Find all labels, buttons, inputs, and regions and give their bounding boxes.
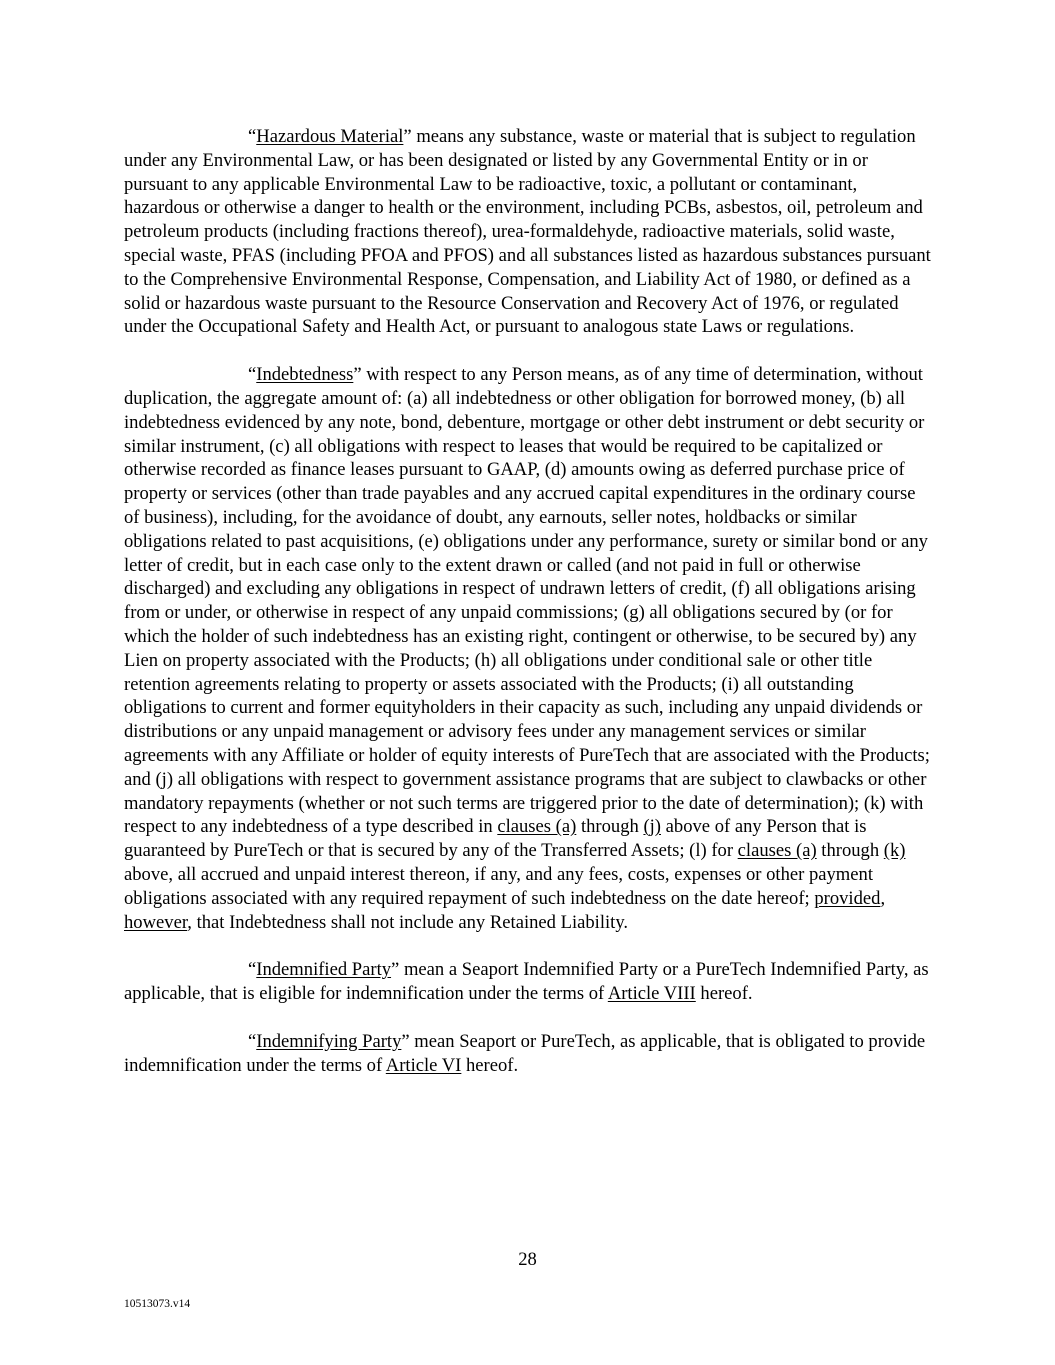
cross-reference: Article VIII: [607, 983, 696, 1005]
defined-term: Hazardous Material: [256, 126, 404, 147]
close-quote: ”: [401, 1030, 410, 1052]
definition-indemnified-party: [124, 958, 934, 1006]
page-number: 28: [518, 1249, 537, 1270]
definition-indebtedness: [124, 363, 934, 934]
close-quote: ”: [403, 126, 412, 147]
cross-reference: Article VI: [385, 1054, 462, 1076]
emphasis-term: provided: [814, 887, 881, 909]
definition-indemnifying-party: [124, 1030, 934, 1078]
definition-text: ,: [880, 887, 886, 909]
close-quote: ”: [353, 364, 362, 386]
definition-text: through: [576, 816, 644, 838]
defined-term: Indemnifying Party: [256, 1030, 402, 1052]
document-id: 10513073.v14: [124, 1298, 191, 1310]
definition-text: means any substance, waste or material that is subject to regulation under any Environmental Law, or has been designated or listed by any Governmental Entity or in or pursuant to any applicable Environmental Law to be radioactive, toxic, a pollutant or contaminant, hazardous or otherwise a danger to health or the environment, including PCBs, asbestos, oil, petroleum and petroleum products (including fractions thereof), urea-formaldehyde, radioactive materials, solid waste, special waste, PFAS (including PFOA and PFOS) and all substances listed as hazardous substances pursuant to the Comprehensive Environmental Response, Compensation, and Liability Act of 1980, or defined as a solid or hazardous waste pursuant to the Resource Conservation and Recovery Act of 1976, or regulated under the Occupational Safety and Health Act, or pursuant to analogous state Laws or regulations.: [124, 126, 931, 338]
open-quote: “: [248, 126, 257, 147]
close-quote: ”: [391, 959, 400, 981]
defined-term: Indebtedness: [256, 364, 354, 386]
open-quote: “: [248, 364, 257, 386]
defined-term: Indemnified Party: [256, 959, 392, 981]
cross-reference: clauses (a): [497, 816, 577, 838]
definition-hazardous-material: [124, 125, 934, 339]
cross-reference: (k): [883, 840, 906, 862]
emphasis-term: however: [124, 911, 188, 933]
definition-text: above of any Person that is guaranteed by PureTech or that is secured by any of the Transferred Assets; (l) for: [124, 816, 867, 862]
definition-text: above, all accrued and unpaid interest thereon, if any, and any fees, costs, expenses or other payment obligations associated with any required repayment of such indebtedness on the date hereof;: [124, 863, 873, 909]
page-body: [124, 125, 934, 1101]
cross-reference: clauses (a): [737, 840, 817, 862]
definition-text: mean Seaport or PureTech, as applicable, that is obligated to provide indemnification under the terms of: [124, 1030, 926, 1076]
definition-text: through: [816, 840, 884, 862]
open-quote: “: [248, 959, 257, 981]
cross-reference: (j): [643, 816, 661, 838]
open-quote: “: [248, 1030, 257, 1052]
definition-text: mean a Seaport Indemnified Party or a PureTech Indemnified Party, as applicable, that is eligible for indemnification under the terms of: [124, 959, 929, 1005]
definition-text: hereof.: [695, 983, 753, 1005]
definition-text: with respect to any Person means, as of any time of determination, without duplication, the aggregate amount of: (a) all indebtedness or other obligation for borrowed money, (b) all indebtedness evidenced by any note, bond, debenture, mortgage or other debt instrument or debt security or similar instrument, (c) all obligations with respect to leases that would be required to be capitalized or otherwise recorded as finance leases pursuant to GAAP, (d) amounts owing as deferred purchase price of property or services (other than trade payables and any accrued capital expenditures in the ordinary course of business), including, for the avoidance of doubt, any earnouts, seller notes, holdbacks or similar obligations related to past acquisitions, (e) obligations under any performance, surety or similar bond or any letter of credit, but in each case only to the extent drawn or called (and not paid in full or otherwise discharged) and excluding any obligations in respect of undrawn letters of credit, (f) all obligations arising from or under, or otherwise in respect of any unpaid commissions; (g) all obligations secured by (or for which the holder of such indebtedness has an existing right, contingent or otherwise, to be secured by) any Lien on property associated with the Products; (h) all obligations under conditional sale or other title retention agreements relating to property or assets associated with the Products; (i) all outstanding obligations to current and former equityholders in their capacity as such, including any unpaid dividends or distributions or any unpaid management or advisory fees under any management services or similar agreements with any Affiliate or holder of equity interests of PureTech that are associated with the Products; and (j) all obligations with respect to government assistance programs that are subject to clawbacks or other mandatory repayments (whether or not such terms are triggered prior to the date of determination); (k) with respect to any indebtedness of a type described in: [124, 364, 930, 838]
definition-text: hereof.: [461, 1054, 519, 1076]
definition-text: , that Indebtedness shall not include any Retained Liability.: [187, 911, 629, 933]
